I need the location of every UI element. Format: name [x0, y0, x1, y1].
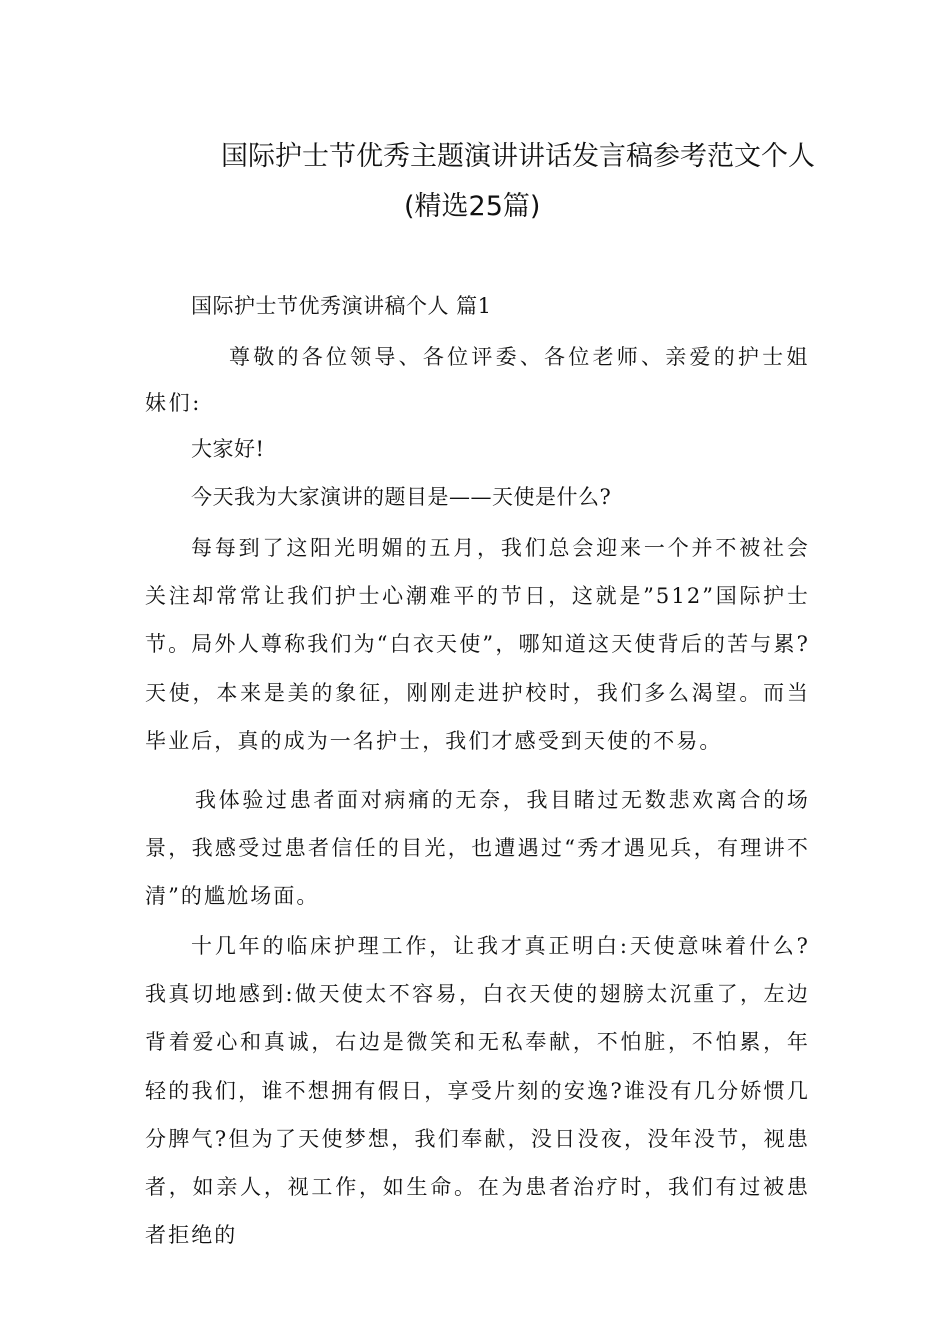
topic-line: 今天我为大家演讲的题目是——天使是什么? — [191, 485, 612, 509]
section-heading: 国际护士节优秀演讲稿个人 篇1 — [191, 294, 492, 318]
salutation-paragraph: 尊敬的各位领导、各位评委、各位老师、亲爱的护士姐妹们: — [145, 345, 810, 415]
body-paragraph-2: 我体验过患者面对病痛的无奈，我目睹过无数悲欢离合的场景，我感受过患者信任的目光，也遭遇过“秀才遇见兵，有理讲不清”的尴尬场面。 — [145, 788, 810, 908]
document-title-line-1: 国际护士节优秀主题演讲讲话发言稿参考范文个人 — [221, 141, 815, 172]
body-paragraph-3: 十几年的临床护理工作，让我才真正明白:天使意味着什么?我真切地感到:做天使太不容易，白衣天使的翅膀太沉重了，左边背着爱心和真诚，右边是微笑和无私奉献，不怕脏，不怕累，年轻的我们，谁不想拥有假日，享受片刻的安逸?谁没有几分娇惯几分脾气?但为了天使梦想，我们奉献，没日没夜，没年没节，视患者，如亲人，视工作，如生命。在为患者治疗时，我们有过被患者拒绝的 — [145, 934, 810, 1248]
greeting-line: 大家好! — [191, 437, 265, 461]
body-paragraph-1: 每每到了这阳光明媚的五月，我们总会迎来一个并不被社会关注却常常让我们护士心潮难平的节日，这就是”512”国际护士节。局外人尊称我们为“白衣天使”，哪知道这天使背后的苦与累?天使，本来是美的象征，刚刚走进护校时，我们多么渴望。而当毕业后，真的成为一名护士，我们才感受到天使的不易。 — [145, 536, 810, 753]
document-title-line-2: (精选25篇) — [404, 191, 541, 222]
